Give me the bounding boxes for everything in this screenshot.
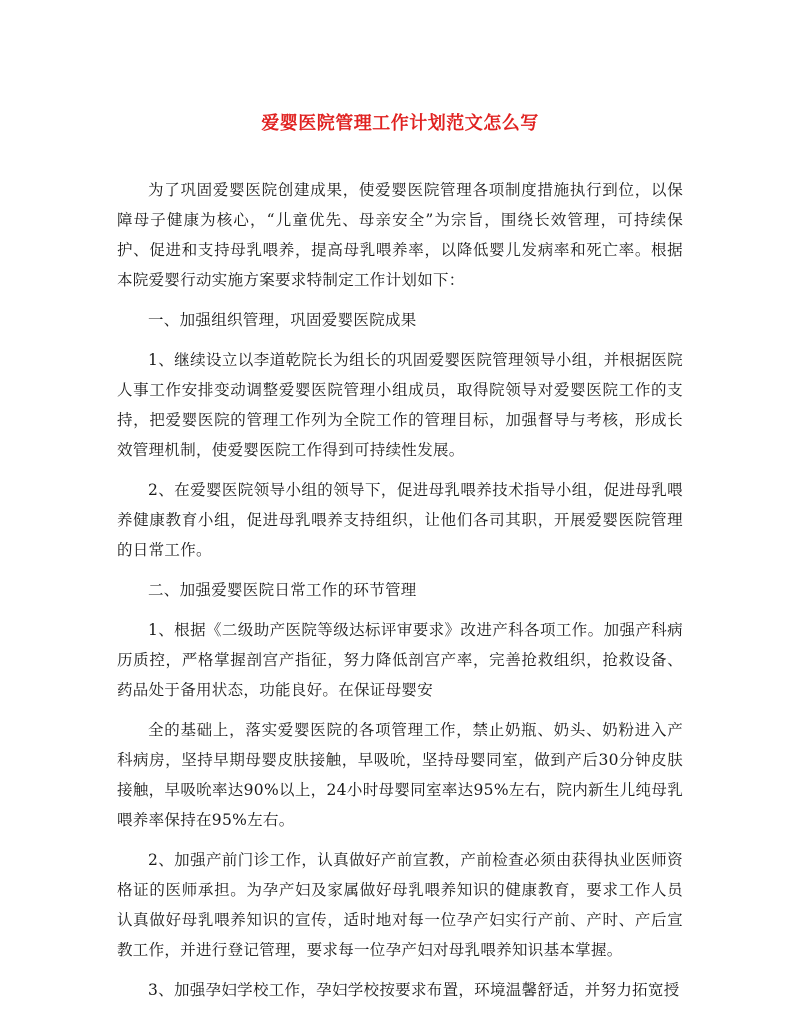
document-body [117, 175, 683, 1015]
paragraph-2-1: 1、根据《二级助产医院等级达标评审要求》改进产科各项工作。加强产科病历质控，严格掌握剖宫产指征，努力降低剖宫产率，完善抢救组织，抢救设备、药品处于备用状态，功能良好。在保证母婴安 [117, 621, 683, 699]
section-heading-2: 二、加强爱婴医院日常工作的环节管理 [148, 581, 417, 599]
paragraph-1-1: 1、继续设立以李道乾院长为组长的巩固爱婴医院管理领导小组，并根据医院人事工作安排变动调整爱婴医院管理小组成员，取得院领导对爱婴医院工作的支持，把爱婴医院的管理工作列为全院工作的管理目标，加强督导与考核，形成长效管理机制，使爱婴医院工作得到可持续性发展。 [117, 351, 683, 459]
paragraph-1-2: 2、在爱婴医院领导小组的领导下，促进母乳喂养技术指导小组，促进母乳喂养健康教育小组，促进母乳喂养支持组织，让他们各司其职，开展爱婴医院管理的日常工作。 [117, 481, 683, 559]
section-heading-1: 一、加强组织管理，巩固爱婴医院成果 [148, 311, 417, 329]
document-title: 爱婴医院管理工作计划范文怎么写 [261, 113, 539, 134]
paragraph-2-1-continued: 全的基础上，落实爱婴医院的各项管理工作，禁止奶瓶、奶头、奶粉进入产科病房，坚持早期母婴皮肤接触，早吸吮，坚持母婴同室，做到产后30分钟皮肤接触，早吸吮率达90%以上，24小时母婴同室率达95%左右，院内新生儿纯母乳喂养率保持在95%左右。 [117, 721, 683, 829]
paragraph-2-3: 3、加强孕妇学校工作，孕妇学校按要求布置，环境温馨舒适，并努力拓宽授 [148, 981, 680, 999]
paragraph-2-2: 2、加强产前门诊工作，认真做好产前宣教，产前检查必须由获得执业医师资格证的医师承担。为孕产妇及家属做好母乳喂养知识的健康教育，要求工作人员认真做好母乳喂养知识的宣传，适时地对每一位孕产妇实行产前、产时、产后宣教工作，并进行登记管理，要求每一位孕产妇对母乳喂养知识基本掌握。 [117, 851, 683, 959]
paragraph-intro: 为了巩固爱婴医院创建成果，使爱婴医院管理各项制度措施执行到位，以保障母子健康为核心，“儿童优先、母亲安全”为宗旨，围绕长效管理，可持续保护、促进和支持母乳喂养，提高母乳喂养率，以降低婴儿发病率和死亡率。根据本院爱婴行动实施方案要求特制定工作计划如下： [117, 181, 683, 289]
